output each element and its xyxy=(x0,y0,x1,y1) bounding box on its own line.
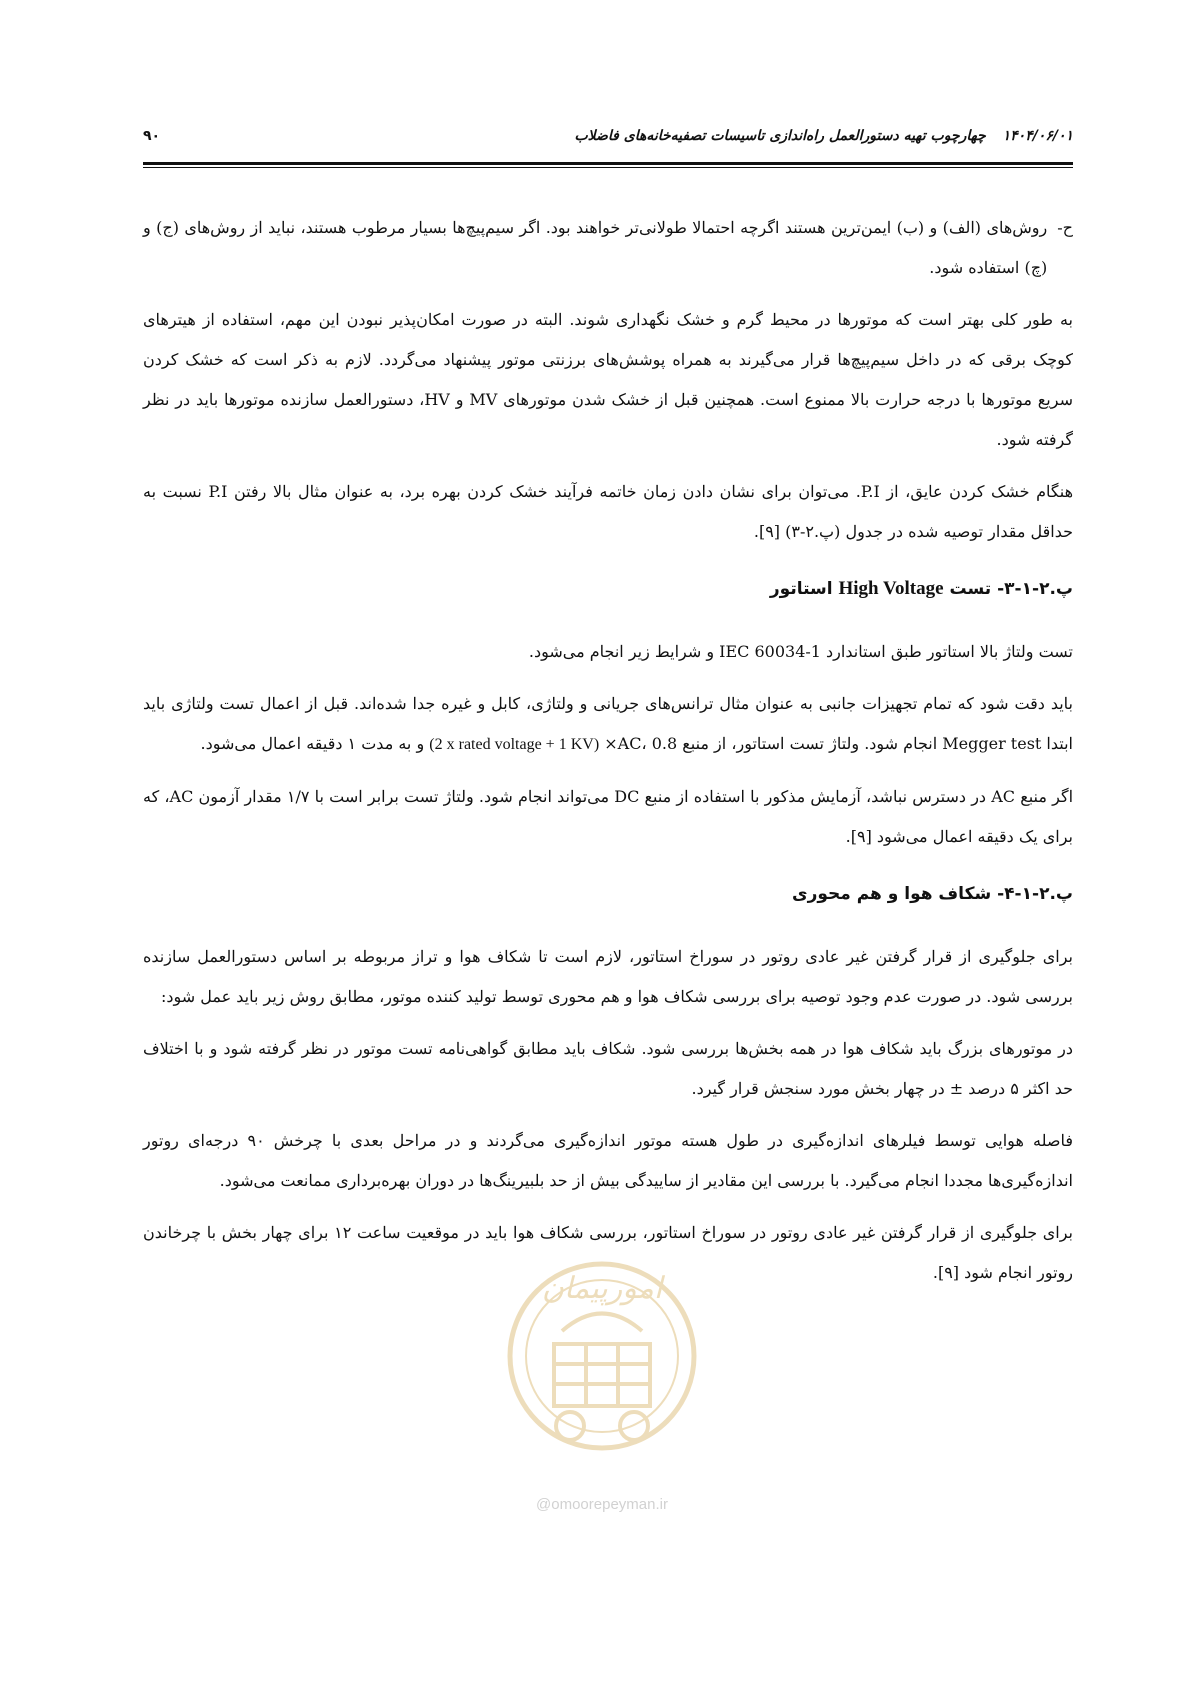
list-item-h xyxy=(143,208,1073,300)
section-title: شکاف هوا و هم محوری xyxy=(792,884,992,904)
section-heading-high-voltage xyxy=(143,574,1073,604)
section-number: پ.۲-۱-۴- xyxy=(997,884,1073,904)
section-title-post: استاتور xyxy=(769,579,833,599)
section-title-latin: High Voltage xyxy=(838,578,944,599)
paragraph-test-voltage-a: باید دقت شود که تمام تجهیزات جانبی به عنوان مثال ترانس‌های جریانی و ولتاژی، کابل و غیره جدا شده‌اند. قبل از اعمال تست ولتاژی باید ابتدا Megger test انجام شود. ولتاژ تست استاتور، از منبع AC، 0.8× xyxy=(143,694,1073,753)
section-heading-air-gap xyxy=(143,879,1073,909)
paragraph-test-voltage xyxy=(143,684,1073,765)
watermark-url: @omoorepeyman.ir xyxy=(536,1496,668,1513)
page-number: ۹۰ xyxy=(143,128,161,144)
header-rule-thick xyxy=(143,162,1073,165)
header-rule-thin xyxy=(143,167,1073,168)
watermark-logo-text: امورپیمان xyxy=(541,1271,663,1306)
document-body xyxy=(143,208,1073,1305)
paragraph-iec: تست ولتاژ بالا استاتور طبق استاندارد IEC 60034-1 و شرایط زیر انجام می‌شود. xyxy=(528,642,1073,661)
paragraph-large-motors: در موتورهای بزرگ باید شکاف هوا در همه بخش‌ها بررسی شود. شکاف باید مطابق گواهی‌نامه تست موتور در نظر گرفته شود و با اختلاف حد اکثر ۵ درصد ± در چهار بخش مورد سنجش قرار گیرد. xyxy=(143,1039,1073,1098)
voltage-formula: (2 x rated voltage + 1 KV) xyxy=(429,736,600,753)
page-header xyxy=(143,128,1073,162)
section-title-pre: تست xyxy=(949,579,992,599)
header-title: چهارچوب تهیه دستورالعمل راه‌اندازی تاسیسات تصفیه‌خانه‌های فاضلاب xyxy=(574,128,986,144)
paragraph-pi: هنگام خشک کردن عایق، از P.I. می‌توان برای نشان دادن زمان خاتمه فرآیند خشک کردن بهره برد، به عنوان مثال بالا رفتن P.I نسبت به حداقل مقدار توصیه شده در جدول (پ.۲-۳) [۹]. xyxy=(143,482,1074,541)
list-marker: ح- xyxy=(1057,218,1073,237)
paragraph-test-voltage-b: و به مدت ۱ دقیقه اعمال می‌شود. xyxy=(200,734,425,753)
paragraph-feeler-gauges: فاصله هوایی توسط فیلرهای اندازه‌گیری در طول هسته موتور اندازه‌گیری می‌گردند و در مراحل بعدی با چرخش ۹۰ درجه‌ای روتور اندازه‌گیری‌ها مجددا انجام می‌گیرد. با بررسی این مقادیر از ساییدگی بیش از حد بلبیرینگ‌ها در دوران بهره‌برداری ممانعت می‌شود. xyxy=(143,1131,1074,1190)
running-title xyxy=(574,128,1073,144)
paragraph-air-gap-intro: برای جلوگیری از قرار گرفتن غیر عادی روتور در سوراخ استاتور، لازم است تا شکاف هوا و تراز مربوطه بر اساس دستورالعمل سازنده بررسی شود. در صورت عدم وجود توصیه برای بررسی شکاف هوا و هم محوری توسط تولید کننده موتور، مطابق روش زیر باید عمل شود: xyxy=(143,947,1073,1006)
paragraph-dc-source: اگر منبع AC در دسترس نباشد، آزمایش مذکور با استفاده از منبع DC می‌تواند انجام شود. ولتاژ تست برابر است با ۱/۷ مقدار آزمون AC، که برای یک دقیقه اعمال می‌شود [۹]. xyxy=(143,787,1074,846)
list-item-text: روش‌های (الف) و (ب) ایمن‌ترین هستند اگرچه احتمالا طولانی‌تر خواهند بود. اگر سیم‌پیچ‌ها بسیار مرطوب هستند، نباید از روش‌های (ج) و (چ) استفاده شود. xyxy=(143,218,1048,277)
paragraph-drying: به طور کلی بهتر است که موتورها در محیط گرم و خشک نگهداری شوند. البته در صورت امکان‌پذیر نبودن این مهم، استفاده از هیترهای کوچک برقی که در داخل سیم‌پیچ‌ها قرار می‌گیرند به همراه پوشش‌های برزنتی موتور پیشنهاد می‌گردد. لازم به ذکر است که خشک کردن سریع موتورها با درجه حرارت بالا ممنوع است. همچنین قبل از خشک شدن موتورهای MV و HV، دستورالعمل سازنده موتورها باید در نظر گرفته شود. xyxy=(143,310,1074,449)
header-date: ۱۴۰۴/۰۶/۰۱ xyxy=(1002,128,1073,144)
paragraph-twelve-oclock: برای جلوگیری از قرار گرفتن غیر عادی روتور در سوراخ استاتور، بررسی شکاف هوا باید در موقعیت ساعت ۱۲ برای چهار بخش با چرخاندن روتور انجام شود [۹]. xyxy=(143,1223,1074,1282)
section-number: پ.۲-۱-۳- xyxy=(997,579,1073,599)
at-icon: @ xyxy=(536,1496,552,1513)
